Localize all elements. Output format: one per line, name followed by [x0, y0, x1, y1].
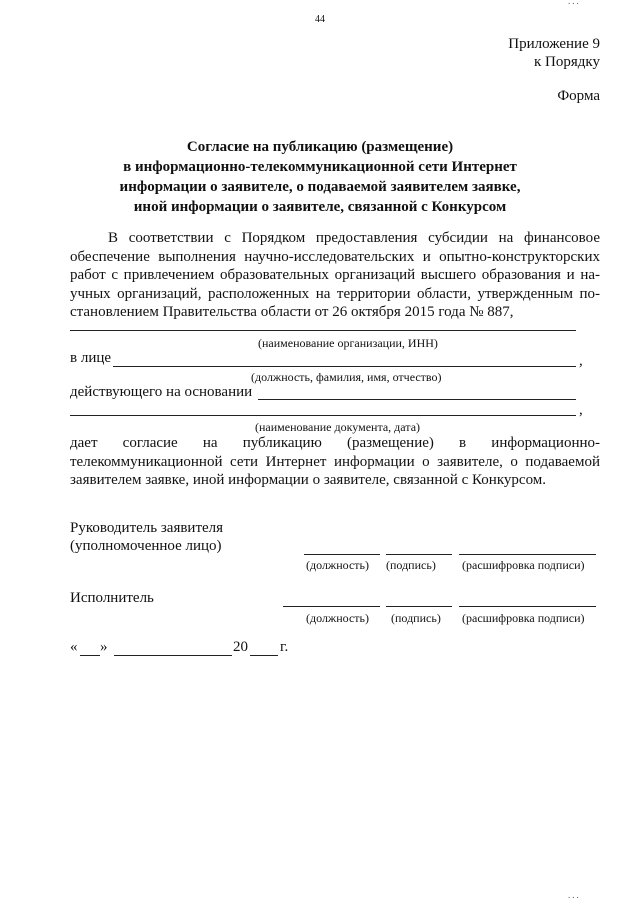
executor-position-line[interactable]: [283, 606, 380, 607]
person-caption: (должность, фамилия, имя, отчество): [251, 370, 442, 384]
acting-basis-label: действующего на основании: [70, 384, 253, 400]
document-caption: (наименование документа, дата): [255, 420, 421, 434]
document-title-line-4: иной информации о заявителе, связанной с Конкурсом: [133, 199, 507, 215]
org-name-line[interactable]: [70, 330, 576, 331]
in-person-line[interactable]: [113, 366, 576, 367]
in-person-label: в лице: [70, 350, 112, 366]
date-year-suffix: г.: [280, 639, 289, 655]
consent-paragraph: [70, 434, 600, 490]
head-decoding-line[interactable]: [459, 554, 596, 555]
head-signature-caption: (подпись): [386, 558, 436, 572]
body-line-4: учных организаций, расположенных на территории области, утвержденным по-: [70, 285, 600, 302]
executor-signature-caption: (подпись): [391, 611, 441, 625]
executor-signature-line[interactable]: [386, 606, 452, 607]
body-line-2: обеспечение выполнения научно-исследовательских и опытно-конструкторских: [70, 248, 600, 265]
body-line-1: В соответствии с Порядком предоставления субсидии на финансовое: [108, 230, 600, 246]
document-comma: ,: [579, 402, 583, 418]
page-number: 44: [315, 14, 325, 25]
body-line-3: работ с привлечением образовательных организаций высшего образования и на-: [70, 267, 600, 283]
head-label-line-1: Руководитель заявителя: [70, 520, 224, 536]
consent-line-3: заявителем заявке, иной информации о заявителе, связанной с Конкурсом.: [70, 472, 547, 488]
consent-line-2: телекоммуникационной сети Интернет информации о заявителе, о подаваемой: [70, 453, 600, 470]
acting-basis-line[interactable]: [258, 399, 576, 400]
document-title-line-3: информации о заявителе, о подаваемой заявителем заявке,: [119, 179, 521, 195]
executor-decoding-caption: (расшифровка подписи): [462, 611, 585, 625]
head-label-line-2: (уполномоченное лицо): [70, 538, 222, 554]
org-name-caption: (наименование организации, ИНН): [258, 336, 438, 350]
head-decoding-caption: (расшифровка подписи): [462, 558, 585, 572]
document-title-line-1: Согласие на публикацию (размещение): [186, 139, 454, 155]
consent-line-1: дает согласие на публикацию (размещение) в информационно-: [70, 435, 600, 451]
date-day-line[interactable]: [80, 655, 100, 656]
executor-decoding-line[interactable]: [459, 606, 596, 607]
form-label: Форма: [557, 88, 600, 104]
appendix-label: Приложение 9: [508, 36, 600, 52]
executor-label: Исполнитель: [70, 590, 154, 606]
date-month-line[interactable]: [114, 655, 232, 656]
date-close-quote: »: [100, 639, 108, 655]
head-position-caption: (должность): [306, 558, 369, 572]
date-year-line[interactable]: [250, 655, 278, 656]
executor-position-caption: (должность): [306, 611, 369, 625]
top-corner-mark: ...: [568, 0, 581, 6]
body-line-5: становлением Правительства области от 26 октября 2015 года № 887,: [70, 304, 514, 320]
date-open-quote: «: [70, 639, 78, 655]
date-year-prefix: 20: [233, 639, 248, 655]
head-position-line[interactable]: [304, 554, 380, 555]
head-signature-line[interactable]: [386, 554, 452, 555]
in-person-comma: ,: [579, 353, 583, 369]
bottom-corner-mark: ...: [568, 890, 581, 900]
document-title-line-2: в информационно-телекоммуникационной сети Интернет: [123, 159, 517, 175]
body-paragraph: [70, 229, 600, 322]
document-name-line[interactable]: [70, 415, 576, 416]
appendix-reference: к Порядку: [534, 54, 600, 70]
